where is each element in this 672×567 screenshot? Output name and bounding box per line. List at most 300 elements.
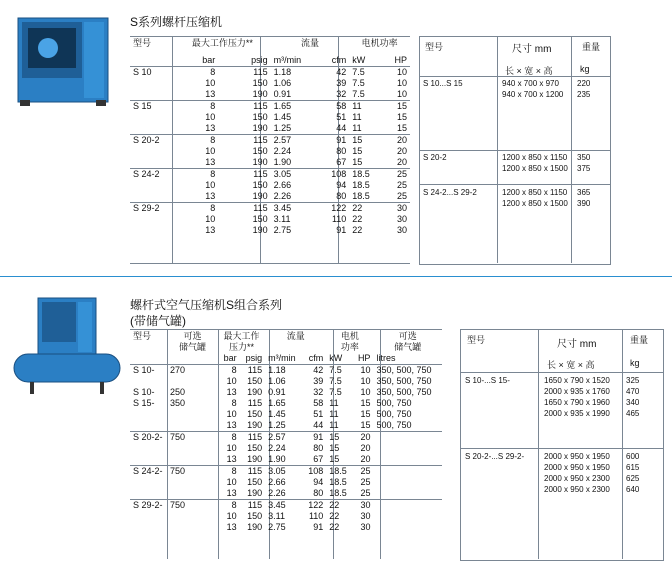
value-cell: 8 [231, 398, 237, 408]
value-cell: 22 [349, 203, 383, 215]
dims-size: 2000 x 935 x 1990 [544, 409, 610, 418]
dims-size: 940 x 700 x 970 [502, 79, 559, 88]
value-cell: 2.57 [265, 432, 303, 444]
value-cell: 10 [205, 214, 216, 224]
value-cell: 150 [247, 477, 263, 487]
table-row [130, 488, 442, 500]
value-cell: 44 [336, 123, 347, 133]
value-cell: 67 [336, 157, 347, 167]
value-cell: 150 [247, 443, 263, 453]
table-row [130, 522, 442, 533]
value-cell: 22 [352, 214, 363, 224]
value-cell: 32 [336, 89, 347, 99]
value-cell: 190 [247, 454, 263, 464]
value-cell: 10 [226, 443, 237, 453]
value-cell: 7.5 [329, 387, 342, 397]
value-cell: 15 [329, 443, 340, 453]
table-row [130, 180, 410, 191]
table-row [130, 203, 410, 215]
model-cell: S 10- [133, 387, 155, 397]
value-cell: 15 [326, 432, 352, 444]
table-row [130, 169, 410, 181]
value-cell: 20 [396, 157, 407, 167]
b-dims-size-header: 尺寸 mm [557, 339, 597, 350]
value-cell: 7.5 [352, 78, 365, 88]
value-cell: 18.5 [329, 477, 347, 487]
value-cell: 13 [226, 488, 237, 498]
table-row [130, 112, 410, 123]
b-dims-kg-header: kg [630, 358, 640, 368]
dims-weight: 640 [626, 485, 640, 494]
value-cell: 15 [360, 409, 371, 419]
value-cell: 15 [396, 123, 407, 133]
dims-lwh-header: 长 × 宽 × 高 [505, 66, 553, 76]
value-cell: 150 [252, 146, 268, 156]
value-cell: 8 [174, 101, 218, 113]
value-cell: 10 [205, 112, 216, 122]
model-cell [130, 112, 174, 123]
value-cell: 18.5 [329, 488, 347, 498]
model-cell [130, 376, 167, 387]
table-row [130, 420, 442, 432]
dims-weight: 615 [626, 463, 640, 472]
model-cell [130, 443, 167, 454]
b-col-model: 型号 [133, 331, 152, 341]
value-cell: 8 [218, 466, 240, 478]
value-cell: 25 [353, 466, 374, 478]
value-cell: 94 [313, 477, 324, 487]
value-cell: 8 [174, 67, 218, 79]
model-cell [130, 488, 167, 500]
value-cell: 270 [167, 365, 218, 377]
value-cell: 10 [360, 376, 371, 386]
value-cell: 30 [396, 214, 407, 224]
b-dims-model-header: 型号 [467, 335, 486, 345]
value-cell: 2.26 [273, 191, 292, 201]
col-power: 电机功率 [361, 38, 398, 48]
unit-bar: bar [202, 55, 216, 65]
value-cell: 122 [319, 203, 349, 215]
value-cell: 1.90 [273, 157, 292, 167]
value-cell: 350, 500, 750 [376, 387, 432, 397]
value-cell: 15 [396, 112, 407, 122]
b-col-tank: 可选 [183, 331, 202, 341]
value-cell: 8 [218, 365, 240, 377]
value-cell [373, 522, 442, 533]
dims-weight: 390 [577, 199, 591, 208]
value-cell [167, 511, 218, 522]
table-row [130, 454, 442, 466]
value-cell [167, 376, 218, 387]
value-cell: 11 [329, 420, 339, 430]
model-cell: S 29-2 [130, 203, 174, 215]
value-cell: 94 [336, 180, 347, 190]
value-cell: 150 [247, 409, 263, 419]
value-cell [167, 409, 218, 420]
dims-weight: 220 [577, 79, 591, 88]
dims-model: S 24-2...S 29-2 [423, 188, 477, 197]
value-cell: 190 [247, 420, 263, 430]
dims-model: S 20-2 [423, 153, 447, 162]
value-cell: 22 [329, 511, 340, 521]
col-pressure: 最大工作压力** [191, 38, 253, 48]
value-cell: 15 [329, 454, 340, 464]
model-cell [130, 214, 174, 225]
value-cell: 80 [336, 191, 347, 201]
dims-size: 1200 x 850 x 1500 [502, 164, 568, 173]
value-cell: 150 [252, 214, 268, 224]
value-cell: 58 [319, 101, 349, 113]
value-cell: 91 [319, 135, 349, 147]
model-cell [130, 225, 174, 236]
value-cell: 750 [167, 432, 218, 444]
value-cell: 110 [308, 511, 324, 521]
value-cell: 22 [352, 225, 363, 235]
model-cell [130, 420, 167, 432]
value-cell: 3.45 [265, 500, 303, 512]
value-cell [167, 420, 218, 432]
value-cell: 7.5 [349, 67, 383, 79]
value-cell: 1.18 [271, 67, 319, 79]
table-row [130, 443, 442, 454]
value-cell: 18.5 [326, 466, 352, 478]
value-cell: 42 [303, 365, 327, 377]
unit-kw: kW [352, 55, 366, 65]
value-cell: 8 [218, 432, 240, 444]
bottom-title: 螺杆式空气压缩机S组合系列 [130, 298, 283, 312]
value-cell: 20 [360, 443, 371, 453]
model-cell: S 10- [130, 365, 167, 377]
value-cell: 1.65 [268, 398, 286, 408]
dims-size: 2000 x 935 x 1760 [544, 387, 610, 396]
model-cell [130, 146, 174, 157]
value-cell: 190 [247, 522, 263, 532]
value-cell [373, 511, 442, 522]
value-cell: 51 [313, 409, 324, 419]
unit-psig: psig [251, 55, 268, 65]
table-row [130, 157, 410, 169]
value-cell [373, 454, 442, 466]
value-cell [373, 500, 442, 512]
value-cell: 10 [226, 511, 237, 521]
value-cell: 1.18 [265, 365, 303, 377]
value-cell: 190 [247, 387, 263, 397]
dims-size: 1200 x 850 x 1500 [502, 199, 568, 208]
value-cell: 350, 500, 750 [373, 365, 442, 377]
value-cell: 67 [313, 454, 324, 464]
value-cell [373, 488, 442, 500]
value-cell: 250 [170, 387, 186, 397]
value-cell: 1.06 [268, 376, 286, 386]
value-cell: 30 [396, 225, 407, 235]
compressor-tank-image [10, 292, 125, 402]
value-cell: 500, 750 [376, 420, 412, 430]
value-cell: 108 [303, 466, 327, 478]
value-cell: 150 [252, 112, 268, 122]
b-dims-weight-header: 重量 [630, 335, 649, 345]
value-cell: 30 [360, 522, 371, 532]
value-cell: 25 [360, 488, 371, 498]
b-dims-lwh-header: 长 × 宽 × 高 [547, 360, 595, 370]
value-cell: 0.91 [273, 89, 292, 99]
dims-weight: 470 [626, 387, 640, 396]
table-row [130, 225, 410, 236]
dims-weight: 465 [626, 409, 640, 418]
value-cell: 2.57 [271, 135, 319, 147]
value-cell: 80 [336, 146, 347, 156]
value-cell: 8 [174, 135, 218, 147]
table-row [130, 67, 410, 79]
value-cell: 80 [313, 443, 324, 453]
value-cell: 1.65 [271, 101, 319, 113]
value-cell: 115 [218, 101, 270, 113]
value-cell [373, 432, 442, 444]
value-cell: 58 [313, 398, 324, 408]
model-cell: S 10 [130, 67, 174, 79]
table-row [130, 398, 442, 409]
dims-size-header: 尺寸 mm [512, 44, 552, 55]
value-cell: 115 [240, 365, 266, 377]
value-cell: 7.5 [329, 376, 342, 386]
dims-model: S 10-...S 15- [465, 376, 510, 385]
bottom-subtitle: (带储气罐) [130, 314, 186, 328]
value-cell: 13 [205, 225, 216, 235]
value-cell: 15 [352, 146, 363, 156]
dims-weight: 350 [577, 153, 591, 162]
table-row [130, 511, 442, 522]
value-cell: 115 [240, 466, 266, 478]
dims-weight-header: 重量 [582, 42, 601, 52]
dims-size: 1200 x 850 x 1150 [502, 188, 568, 197]
value-cell: 15 [360, 420, 371, 430]
table-row [130, 214, 410, 225]
table-row [130, 135, 410, 147]
value-cell: 11 [352, 123, 362, 133]
value-cell: 500, 750 [376, 409, 412, 419]
value-cell: 13 [226, 387, 237, 397]
value-cell: 3.05 [271, 169, 319, 181]
value-cell: 115 [218, 203, 270, 215]
col-model: 型号 [133, 38, 152, 48]
value-cell: 39 [313, 376, 324, 386]
table-row [130, 146, 410, 157]
dims-model: S 10...S 15 [423, 79, 463, 88]
table-row [130, 432, 442, 444]
value-cell: 25 [396, 180, 407, 190]
value-cell: 500, 750 [376, 398, 412, 408]
value-cell: 25 [396, 191, 407, 201]
value-cell [167, 488, 218, 500]
value-cell: 10 [353, 365, 374, 377]
unit-m3: m³/min [273, 55, 302, 65]
value-cell: 15 [360, 398, 371, 408]
model-cell [130, 511, 167, 522]
value-cell: 32 [313, 387, 324, 397]
value-cell: 1.45 [273, 112, 292, 122]
value-cell: 115 [218, 67, 270, 79]
value-cell: 11 [329, 409, 339, 419]
value-cell [167, 454, 218, 466]
value-cell [373, 443, 442, 454]
value-cell: 110 [331, 214, 347, 224]
table-row [130, 500, 442, 512]
value-cell: 1.90 [268, 454, 286, 464]
table-row [130, 376, 442, 387]
value-cell: 25 [383, 169, 410, 181]
value-cell: 150 [247, 511, 263, 521]
value-cell: 15 [352, 157, 363, 167]
table-row [130, 365, 442, 377]
value-cell: 91 [313, 522, 324, 532]
value-cell: 10 [396, 89, 407, 99]
model-cell: S 20-2- [130, 432, 167, 444]
value-cell: 11 [352, 112, 362, 122]
value-cell: 750 [167, 466, 218, 478]
dims-weight: 365 [577, 188, 591, 197]
unit-cfm: cfm [331, 55, 347, 65]
dims-weight: 625 [626, 474, 640, 483]
dims-size: 1650 x 790 x 1520 [544, 376, 610, 385]
model-cell [130, 123, 174, 135]
model-cell: S 24-2- [130, 466, 167, 478]
value-cell: 13 [226, 454, 237, 464]
value-cell: 190 [252, 225, 268, 235]
value-cell: 1.25 [273, 123, 292, 133]
table-row [130, 78, 410, 89]
value-cell: 20 [353, 432, 374, 444]
dims-weight: 600 [626, 452, 640, 461]
dims-weight: 235 [577, 90, 591, 99]
value-cell: 115 [218, 169, 270, 181]
value-cell: 150 [252, 180, 268, 190]
value-cell: 8 [174, 203, 218, 215]
value-cell [373, 466, 442, 478]
value-cell: 2.66 [273, 180, 292, 190]
model-cell [130, 191, 174, 203]
value-cell: 190 [247, 488, 263, 498]
value-cell: 350 [170, 398, 186, 408]
value-cell: 3.11 [273, 214, 291, 224]
dims-size: 2000 x 950 x 2300 [544, 474, 610, 483]
value-cell: 1.45 [268, 409, 286, 419]
value-cell: 10 [383, 67, 410, 79]
dims-weight: 325 [626, 376, 640, 385]
value-cell: 10 [360, 387, 371, 397]
compressor-image [8, 8, 120, 110]
value-cell: 0.91 [268, 387, 286, 397]
model-cell [130, 477, 167, 488]
table-row [130, 387, 442, 398]
value-cell: 2.75 [273, 225, 292, 235]
unit-hp: HP [394, 55, 407, 65]
model-cell [130, 409, 167, 420]
value-cell: 7.5 [326, 365, 352, 377]
value-cell: 42 [319, 67, 349, 79]
value-cell: 190 [252, 157, 268, 167]
dims-size: 2000 x 950 x 1950 [544, 463, 610, 472]
table-row [130, 409, 442, 420]
value-cell: 11 [349, 101, 383, 113]
value-cell: 3.45 [271, 203, 319, 215]
value-cell: 115 [218, 135, 270, 147]
dims-kg-header: kg [580, 64, 590, 74]
value-cell: 20 [360, 454, 371, 464]
value-cell: 13 [205, 89, 216, 99]
table-row [130, 191, 410, 203]
value-cell: 13 [205, 191, 216, 201]
top-title: S系列螺杆压缩机 [130, 15, 223, 29]
value-cell: 1.25 [268, 420, 286, 430]
value-cell: 22 [329, 522, 340, 532]
value-cell: 20 [383, 135, 410, 147]
bottom-spec-table: 型号 可选 最大工作 流量 电机 可选 储气罐 压力** 功率 储气罐 bar psig m³/min cfm kW HP litres S 10- 270 8 115 1.18 42 7.5 10 350, 500, 750 10 150 1.06 39 7.5 10 350, 500, 750 S 10- 250 13 190 0.91 32 7.5 10 350, 500, 750 S 15- 350 8 115 1.65 58 11 15 500, 750 10 150 1.45 51 11 15 500, 750 13 190 1.25 44 11 15 500, 750 S 20-2- 750 8 115 2.57 91 15 20 10 150 2.24 80 15 20 13 190 1.90 67 15 20 S 24-2- 750 8 115 3.05 108 18.5 25 10 150 2.66 94 18.5 25 13 190 2.26 80 18.5 25 S 29-2- 750 8 115 3.45 122 22 30 10 150 3.11 110 22 30 13 190 2.75 91 22 30 [130, 331, 442, 533]
value-cell: 115 [240, 500, 266, 512]
value-cell: 13 [226, 522, 237, 532]
model-cell [130, 157, 174, 169]
b-col-pressure: 最大工作 [223, 331, 260, 341]
model-cell [130, 180, 174, 191]
value-cell: 2.24 [268, 443, 286, 453]
b-col-flow: 流量 [286, 331, 305, 341]
value-cell: 150 [247, 376, 263, 386]
value-cell: 20 [396, 146, 407, 156]
value-cell: 30 [353, 500, 374, 512]
value-cell: 22 [326, 500, 352, 512]
value-cell: 10 [396, 78, 407, 88]
dims-model: S 20-2-...S 29-2- [465, 452, 525, 461]
value-cell: 91 [303, 432, 327, 444]
value-cell: 3.05 [265, 466, 303, 478]
value-cell: 18.5 [349, 169, 383, 181]
value-cell: 13 [205, 157, 216, 167]
model-cell [130, 78, 174, 89]
value-cell: 10 [226, 477, 237, 487]
model-cell: S 24-2 [130, 169, 174, 181]
model-cell: S 15- [133, 398, 155, 408]
b-col-tank2: 可选 [398, 331, 417, 341]
dims-model-header: 型号 [425, 42, 444, 52]
model-cell [130, 454, 167, 466]
dims-size: 940 x 700 x 1200 [502, 90, 564, 99]
value-cell: 10 [226, 376, 237, 386]
value-cell: 2.75 [268, 522, 286, 532]
value-cell: 190 [252, 89, 268, 99]
dims-weight: 340 [626, 398, 640, 407]
top-spec-table [130, 38, 410, 236]
value-cell: 115 [247, 398, 263, 408]
dims-size: 2000 x 950 x 2300 [544, 485, 610, 494]
dims-size: 1200 x 850 x 1150 [502, 153, 568, 162]
value-cell: 1.06 [273, 78, 292, 88]
value-cell: 10 [205, 78, 216, 88]
value-cell: 44 [313, 420, 324, 430]
table-row [130, 466, 442, 478]
value-cell: 11 [329, 398, 339, 408]
value-cell: 18.5 [352, 191, 370, 201]
table-row [130, 477, 442, 488]
value-cell: 39 [336, 78, 347, 88]
table-row [130, 123, 410, 135]
model-cell: S 29-2- [130, 500, 167, 512]
model-cell: S 15 [130, 101, 174, 113]
value-cell: 190 [252, 191, 268, 201]
dims-size: 2000 x 950 x 1950 [544, 452, 610, 461]
b-col-power: 电机 [340, 331, 359, 341]
model-cell: S 20-2 [130, 135, 174, 147]
table-row [130, 101, 410, 113]
value-cell: 51 [336, 112, 347, 122]
value-cell: 3.11 [268, 511, 285, 521]
